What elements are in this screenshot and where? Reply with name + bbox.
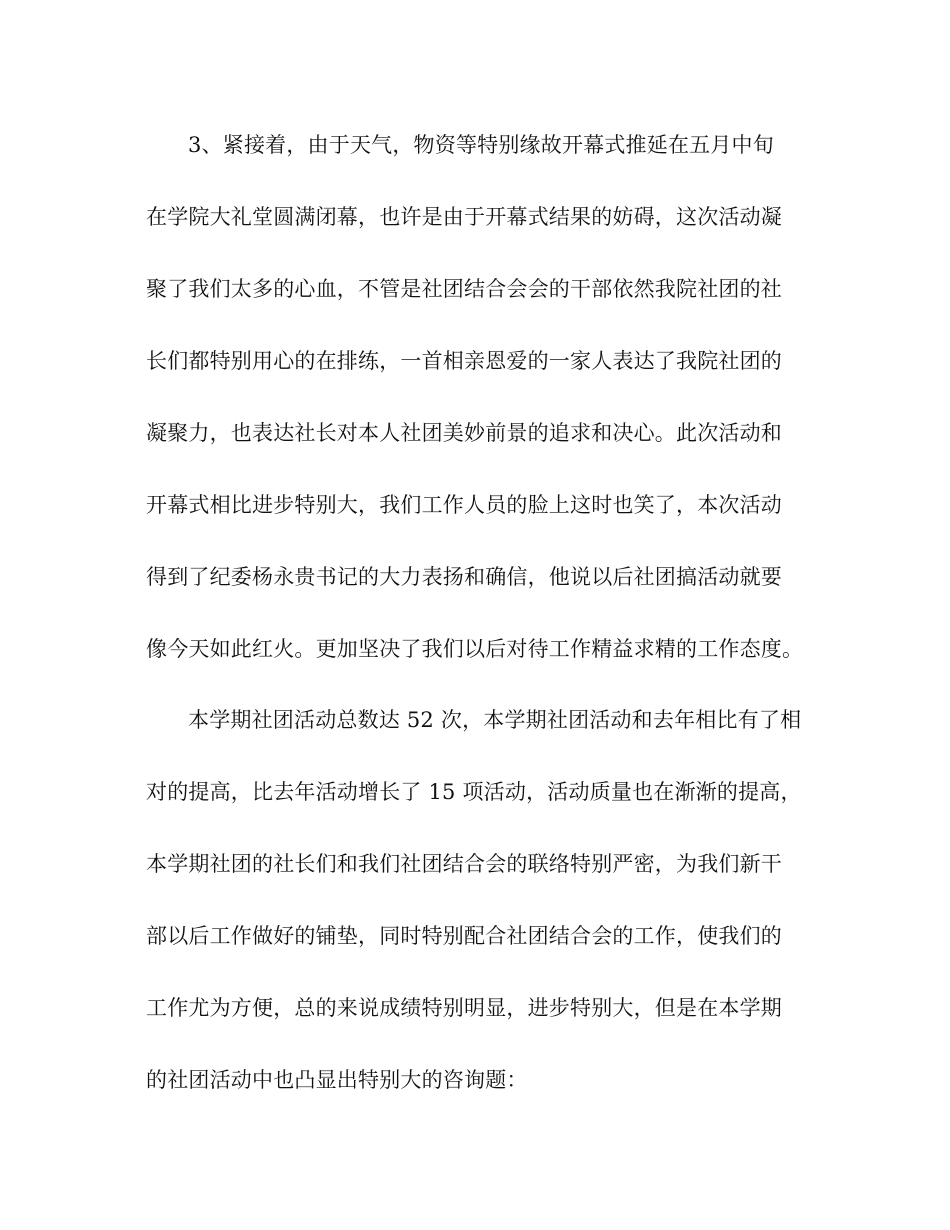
paragraph-1-line-2: 在学院大礼堂圆满闭幕，也许是由于开幕式结果的妨碍，这次活动凝: [146, 205, 782, 229]
paragraph-2-line-5: 工作尤为方便，总的来说成绩特别明显，进步特别大，但是在本学期: [146, 996, 782, 1020]
paragraph-1-line-6: 开幕式相比进步特别大，我们工作人员的脸上这时也笑了，本次活动: [146, 493, 782, 517]
paragraph-1-line-7: 得到了纪委杨永贵书记的大力表扬和确信，他说以后社团搞活动就要: [146, 565, 782, 589]
paragraph-2-line-2: 对的提高，比去年活动增长了 15 项活动，活动质量也在渐渐的提高，: [146, 780, 802, 804]
paragraph-2-line-1: 本学期社团活动总数达 52 次，本学期社团活动和去年相比有了相: [188, 708, 802, 732]
paragraph-1-line-8: 像今天如此红火。更加坚决了我们以后对待工作精益求精的工作态度。: [146, 637, 804, 661]
paragraph-2-line-3: 本学期社团的社长们和我们社团结合会的联络特别严密，为我们新干: [146, 852, 782, 876]
paragraph-1-line-3: 聚了我们太多的心血，不管是社团结合会会的干部依然我院社团的社: [146, 277, 782, 301]
paragraph-2-line-6: 的社团活动中也凸显出特别大的咨询题：: [146, 1068, 528, 1092]
paragraph-1-line-5: 凝聚力，也表达社长对本人社团美妙前景的追求和决心。此次活动和: [146, 421, 782, 445]
paragraph-1-line-4: 长们都特别用心的在排练，一首相亲恩爱的一家人表达了我院社团的: [146, 349, 782, 373]
paragraph-2-line-4: 部以后工作做好的铺垫，同时特别配合社团结合会的工作，使我们的: [146, 924, 782, 948]
paragraph-1-line-1: 3、紧接着，由于天气，物资等特别缘故开幕式推延在五月中旬: [188, 133, 774, 157]
